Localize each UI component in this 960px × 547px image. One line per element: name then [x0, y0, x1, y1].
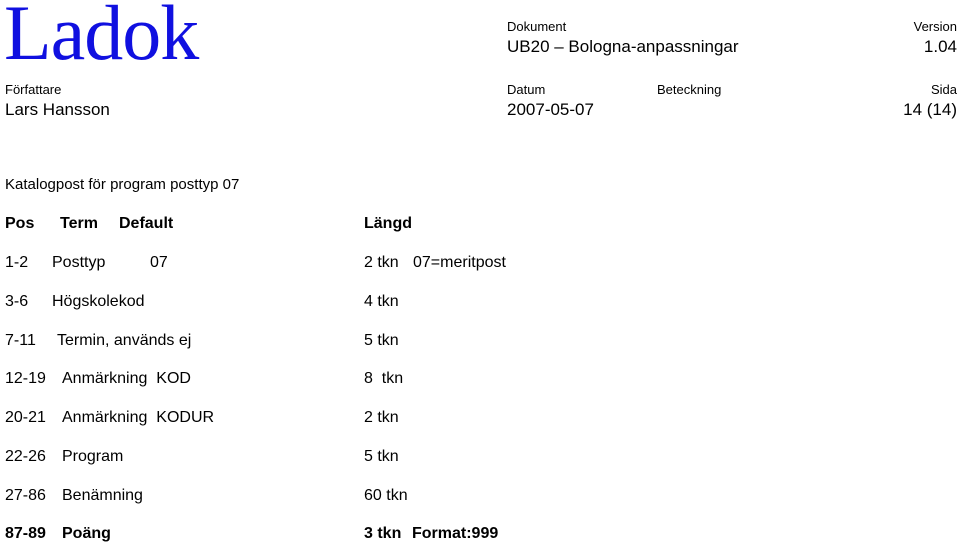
cell-term: Termin, används ej [57, 332, 192, 349]
column-header-length: Längd [364, 215, 412, 232]
cell-default: 07 [150, 254, 168, 271]
cell-length: 8 tkn [364, 370, 404, 387]
table-row [0, 448, 960, 468]
beteckning-label: Beteckning [657, 82, 722, 97]
dokument-value: UB20 – Bologna-anpassningar [507, 37, 739, 56]
table-row [0, 370, 960, 390]
cell-length: 2 tkn [364, 254, 399, 271]
cell-length: 3 tkn [364, 525, 402, 542]
cell-note: Format:999 [412, 525, 499, 542]
cell-pos: 87-89 [5, 525, 46, 542]
cell-length: 2 tkn [364, 409, 399, 426]
table-row [0, 332, 960, 352]
cell-term: Program [62, 448, 124, 465]
datum-value: 2007-05-07 [507, 100, 594, 119]
cell-pos: 7-11 [5, 332, 36, 349]
cell-pos: 22-26 [5, 448, 46, 465]
dokument-label: Dokument [507, 19, 567, 34]
section-title: Katalogpost för program posttyp 07 [5, 176, 240, 193]
cell-term: Högskolekod [52, 293, 145, 310]
column-header-pos: Pos [5, 215, 35, 232]
cell-length: 5 tkn [364, 448, 399, 465]
cell-pos: 3-6 [5, 293, 29, 310]
sida-value: 14 (14) [903, 100, 957, 119]
table-row [0, 525, 960, 545]
cell-term: Anmärkning KOD [62, 370, 191, 387]
table-row [0, 254, 960, 274]
version-value: 1.04 [923, 37, 957, 56]
version-label: Version [913, 19, 957, 34]
cell-term: Posttyp [52, 254, 106, 271]
cell-pos: 20-21 [5, 409, 46, 426]
cell-length: 60 tkn [364, 487, 408, 504]
cell-pos: 27-86 [5, 487, 46, 504]
cell-pos: 1-2 [5, 254, 29, 271]
cell-note: 07=meritpost [413, 254, 506, 271]
column-header-default: Default [119, 215, 174, 232]
forfattare-label: Författare [5, 82, 62, 97]
cell-length: 5 tkn [364, 332, 399, 349]
sida-label: Sida [930, 82, 957, 97]
cell-pos: 12-19 [5, 370, 46, 387]
datum-label: Datum [507, 82, 546, 97]
forfattare-value: Lars Hansson [5, 100, 110, 119]
cell-term: Poäng [62, 525, 111, 542]
table-row [0, 409, 960, 429]
table-row [0, 293, 960, 313]
cell-term: Anmärkning KODUR [62, 409, 215, 426]
column-header-term: Term [60, 215, 98, 232]
cell-length: 4 tkn [364, 293, 399, 310]
ladok-logo: Ladok [4, 0, 199, 76]
cell-term: Benämning [62, 487, 143, 504]
table-row [0, 487, 960, 507]
